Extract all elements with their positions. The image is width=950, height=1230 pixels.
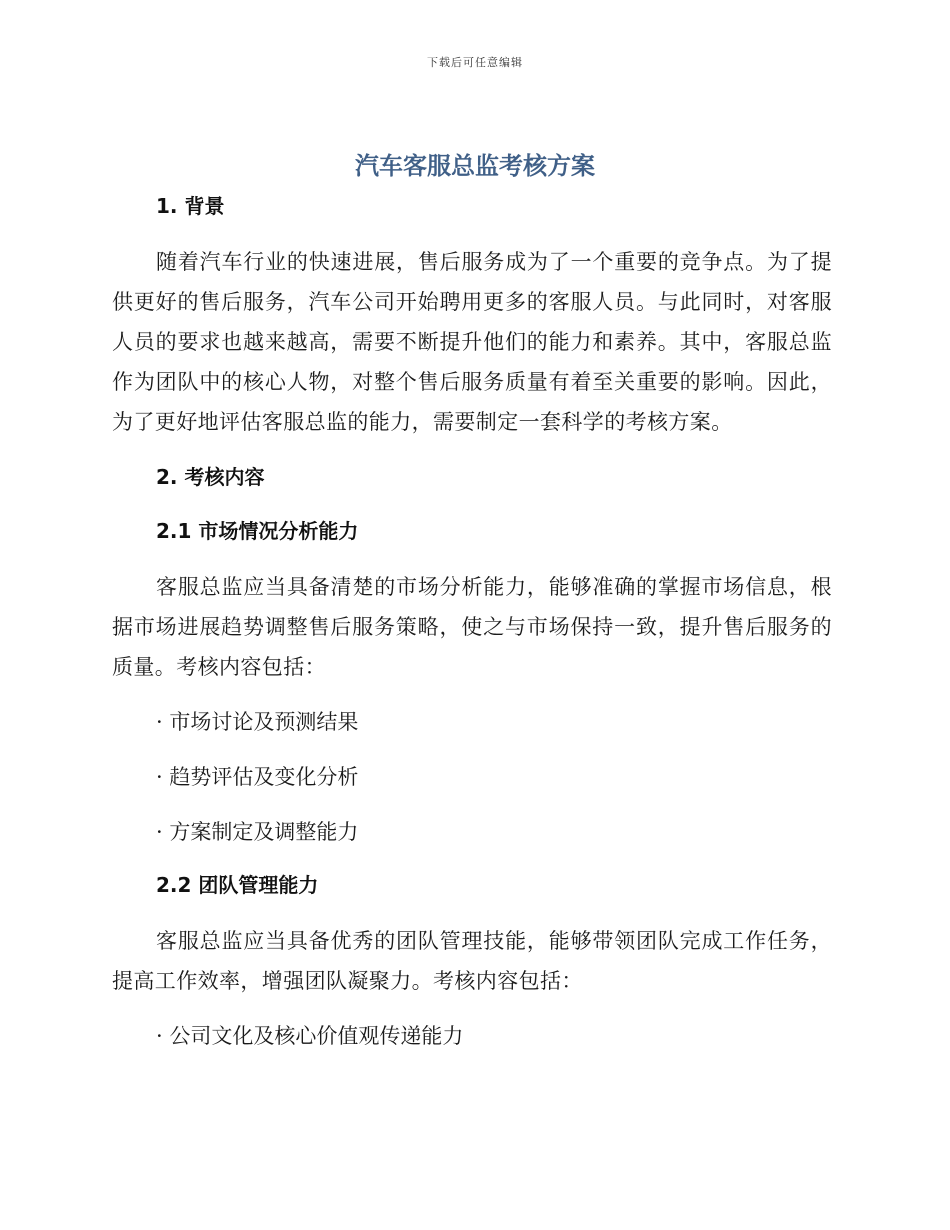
list-item: · 方案制定及调整能力 — [156, 820, 359, 844]
team-paragraph: 客服总监应当具备优秀的团队管理技能，能够带领团队完成工作任务，提高工作效率，增强团队凝聚力。考核内容包括： — [112, 929, 832, 993]
section-heading-background: 1. 背景 — [156, 194, 225, 218]
list-item: · 市场讨论及预测结果 — [156, 710, 359, 734]
team-items-list — [112, 1018, 832, 1054]
market-items-list — [112, 704, 832, 850]
background-paragraph: 随着汽车行业的快速进展，售后服务成为了一个重要的竞争点。为了提供更好的售后服务，汽车公司开始聘用更多的客服人员。与此同时，对客服人员的要求也越来越高，需要不断提升他们的能力和素养。其中，客服总监作为团队中的核心人物，对整个售后服务质量有着至关重要的影响。因此，为了更好地评估客服总监的能力，需要制定一套科学的考核方案。 — [112, 250, 832, 434]
list-item: · 公司文化及核心价值观传递能力 — [156, 1024, 464, 1048]
list-item: · 趋势评估及变化分析 — [156, 765, 359, 789]
market-paragraph: 客服总监应当具备清楚的市场分析能力，能够准确的掌握市场信息，根据市场进展趋势调整售后服务策略，使之与市场保持一致，提升售后服务的质量。考核内容包括： — [112, 575, 832, 679]
subsection-heading-market: 2.1 市场情况分析能力 — [156, 519, 359, 543]
section-heading-assessment: 2. 考核内容 — [156, 465, 265, 489]
subsection-heading-team: 2.2 团队管理能力 — [156, 873, 319, 897]
document-body — [112, 188, 832, 1054]
header-note: 下载后可任意编辑 — [427, 56, 523, 69]
page-title: 汽车客服总监考核方案 — [355, 152, 595, 180]
